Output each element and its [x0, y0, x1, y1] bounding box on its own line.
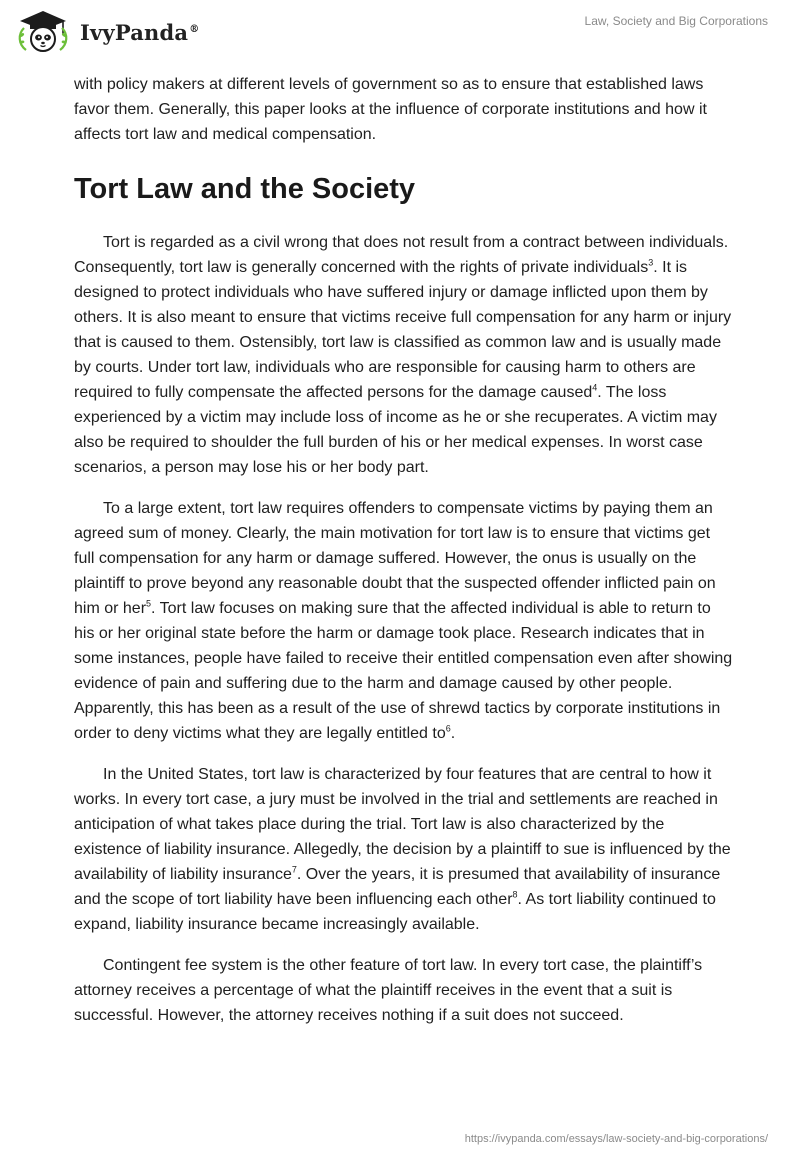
paragraph-text: Tort is regarded as a civil wrong that does not result from a contract between individuals. Consequently, tort law is generally concerned with the rights of private individuals — [74, 234, 729, 276]
source-url[interactable]: https://ivypanda.com/essays/law-society-and-big-corporations/ — [464, 1133, 768, 1145]
body-paragraph — [74, 496, 734, 746]
footnote-ref[interactable]: 6 — [445, 723, 451, 734]
body-paragraph — [74, 230, 734, 480]
paragraph-text: . The loss experienced by a victim may include loss of income as he or she recuperates. A victim may also be required to shoulder the full burden of his or her medical expenses. In worst case scenarios, a person may lose his or her body part. — [74, 384, 717, 476]
footnote-ref[interactable]: 5 — [146, 598, 152, 609]
footnote-ref[interactable]: 7 — [291, 864, 297, 875]
page-header — [0, 0, 800, 64]
brand-logo[interactable] — [14, 8, 199, 54]
panda-graduation-cap-icon — [14, 8, 72, 54]
paragraph-text: . As tort liability continued to expand, liability insurance became increasingly available. — [74, 891, 716, 933]
lead-paragraph: with policy makers at different levels of government so as to ensure that established laws favor them. Generally, this paper looks at the influence of corporate institutions and how it affects tort law and medical compensation. — [74, 76, 707, 143]
body-paragraph — [74, 953, 734, 1028]
brand-name: IvyPanda® — [80, 19, 200, 45]
paragraph-list — [74, 230, 734, 1028]
registered-mark: ® — [189, 23, 200, 35]
body-paragraph — [74, 762, 734, 937]
footnote-ref[interactable]: 4 — [592, 382, 598, 393]
section-heading: Tort Law and the Society — [74, 173, 416, 205]
footnote-ref[interactable]: 3 — [648, 257, 654, 268]
paragraph-text: Contingent fee system is the other feature of tort law. In every tort case, the plaintiff’s attorney receives a percentage of what the plaintiff receives in the event that a suit is successful. However, the attorney receives nothing if a suit does not succeed. — [74, 957, 703, 1024]
paragraph-text: . Tort law focuses on making sure that the affected individual is able to return to his or her original state before the harm or damage took place. Research indicates that in some instances, people have failed to receive their entitled compensation even after showing evidence of pain and suffering due to the harm and damage caused by other people. Apparently, this has been as a result of the use of shrewd tactics by corporate institutions in order to deny victims what they are legally entitled to — [74, 600, 733, 742]
paragraph-text: To a large extent, tort law requires offenders to compensate victims by paying them an agreed sum of money. Clearly, the main motivation for tort law is to ensure that victims get full compensation for any harm or damage suffered. However, the onus is usually on the plaintiff to prove beyond any reasonable doubt that the suspected offender inflicted pain on him or her — [74, 500, 716, 617]
paragraph-text: . Over the years, it is presumed that availability of insurance and the scope of tort liability have been influencing each other — [74, 866, 721, 908]
footnote-ref[interactable]: 8 — [512, 889, 518, 900]
paragraph-text: . It is designed to protect individuals who have suffered injury or damage inflicted upon them by others. It is also meant to ensure that victims receive full compensation for any harm or injury that is caused to them. Ostensibly, tort law is classified as common law and is usually made by courts. Under tort law, individuals who are responsible for causing harm to others are required to fully compensate the affected persons for the damage caused — [74, 259, 732, 401]
paragraph-text: In the United States, tort law is characterized by four features that are central to how it works. In every tort case, a jury must be involved in the trial and settlements are reached in anticipation of what takes place during the trial. Tort law is also characterized by the existence of liability insurance. Allegedly, the decision by a plaintiff to sue is influenced by the availability of liability insurance — [74, 766, 731, 883]
essay-body — [74, 70, 734, 1028]
document-title: Law, Society and Big Corporations — [584, 14, 768, 28]
paragraph-text: . — [450, 725, 456, 742]
